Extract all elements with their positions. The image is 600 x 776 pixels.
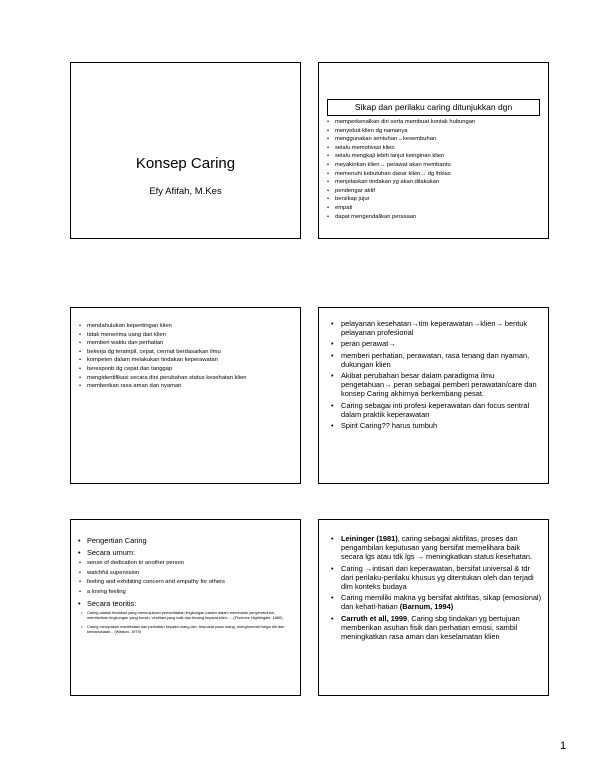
slide-title — [70, 62, 301, 239]
list-item-text: Caring memiliki makna yg bersifat aktifitas, sikap (emosional) dan kehati-hatian — [341, 593, 542, 612]
heading-theory: • Secara teoritis: — [87, 599, 294, 609]
slide-sikap-perilaku — [318, 62, 549, 239]
list-item: • empati — [335, 204, 544, 213]
list-item: • menyebut klien dg namanya — [335, 127, 544, 136]
list-item — [341, 614, 542, 642]
list-item: • menggunakan sentuhan→kesembuhan — [335, 135, 544, 144]
list-item: • kompeten dalam melakukan tindakan keperawatan — [87, 356, 296, 365]
list-item: • Akibat perubahan besar dalam paradigma ilmu pengetahuan→ peran sebagai pemberi perawatan/care dan konsep Caring akhirnya berkembang pesat. — [341, 371, 542, 399]
theory-list — [341, 534, 542, 643]
list-item: • mendahulukan kepentingan klien — [87, 322, 296, 331]
list-item: • peran perawat→ — [341, 339, 542, 348]
list-item: • sense of dedication to another person — [87, 559, 294, 568]
list-item-text: , Caring sbg tindakan yg bertujuan memberikan asuhan fisik dan perhatian emosi, sambil meningkatkan rasa aman dan keselamatan klien — [341, 613, 520, 642]
citation: Carruth et all, 1999 — [341, 613, 408, 623]
slide-heading: Sikap dan perilaku caring ditunjukkan dgn — [327, 99, 540, 116]
list-item: • tidak menerima uang dari klien — [87, 331, 296, 340]
list-item: • Caring sebagai inti profesi keperawatan dan focus sentral dalam praktik keperawatan — [341, 401, 542, 419]
list-item: • memberi perhatian, perawatan, rasa tenang dan nyaman, dukungan klien — [341, 351, 542, 369]
list-item: • menjelaskan tindakan yg akan dilakukan — [335, 178, 544, 187]
list-item: • memperkenalkan diri serta membuat kontak hubungan — [335, 118, 544, 127]
slide-title-text: Konsep Caring — [135, 155, 236, 172]
slide-author: Efy Afifah, M.Kes — [149, 186, 222, 197]
list-item: • memberi waktu dan perhatian — [87, 339, 296, 348]
list-item: • selalu mengkaji lebih lanjut keinginan klien — [335, 152, 544, 161]
list-item-text: , caring sebagai aktifitas, proses dan pengambilan keputusan yang bersifat memelihara baik secara lgs atau tdk lgs → meningkatkan status kesehatan. — [341, 534, 533, 562]
behavior-list — [335, 118, 544, 221]
list-item: • Caring merupakan manifestasi dari perhatian kepada orang lain, berpusat pada orang, menghormati harga diri dan kemanusiaan... (Watson, 1979) — [87, 624, 294, 634]
list-item: • meyakinkan klien→ perawat akan membantu — [335, 161, 544, 170]
list-item: • watchful supervision — [87, 569, 294, 578]
page-number: 1 — [560, 740, 567, 752]
list-item: • bekerja dg terampil, cepat, cermat berdasarkan ilmu — [87, 348, 296, 357]
list-item: • pelayanan kesehatan→tim keperawatan→klien→ bentuk pelayanan profesional — [341, 319, 542, 337]
list-item — [341, 534, 542, 562]
list-item: • Caring →intisari dari keperawatan, bersifat universal & tdr dari perilaku-perilaku khusus yg ditentukan oleh dan terjadi dlm konteks budaya — [341, 564, 542, 592]
list-item: • bersikap jujur — [335, 195, 544, 204]
citation: (Barnum, 1994) — [399, 602, 454, 612]
list-item: • pendengar aktif — [335, 187, 544, 196]
slide-pengertian — [70, 519, 301, 696]
list-item: • memenuhi kebutuhan dasar klien→ dg ihklas — [335, 170, 544, 179]
list-item: • mengidentifikasi secara dini perubahan status kesehatan klien — [87, 374, 296, 383]
behavior-list-cont — [87, 322, 296, 391]
list-item: • selalu memotivasi klien — [335, 144, 544, 153]
definition-list — [87, 534, 294, 637]
list-item: • memberikan rasa aman dan nyaman — [87, 382, 296, 391]
list-item — [341, 593, 542, 611]
slide-pelayanan — [318, 307, 549, 484]
heading-definition: • Pengertian Caring — [87, 536, 294, 546]
slide-leininger — [318, 519, 549, 696]
heading-common: • Secara umum: — [87, 548, 294, 558]
list-item: • Caring adalah tindakan yang menunjukkan pemanfaatan lingkungan pasien dalam membantu penyembuhan, memberikan lingkungan yang bersih, ventilasi yang baik dan tenang kepada klien......(Florence Nightingale, 1860) — [87, 610, 294, 620]
list-item: • Spirit Caring?? harus tumbuh — [341, 421, 542, 430]
citation: Leininger (1981) — [341, 534, 398, 543]
list-item: • a loving feeling — [87, 588, 294, 597]
list-item: • dapat mengendalikan perasaan — [335, 213, 544, 222]
list-item: • beresponb dg cepat dan tanggap — [87, 365, 296, 374]
list-item: • feeling and exhibiting concern and empathy for others — [87, 578, 294, 587]
service-list — [341, 319, 542, 432]
slide-behavior-cont — [70, 307, 301, 484]
